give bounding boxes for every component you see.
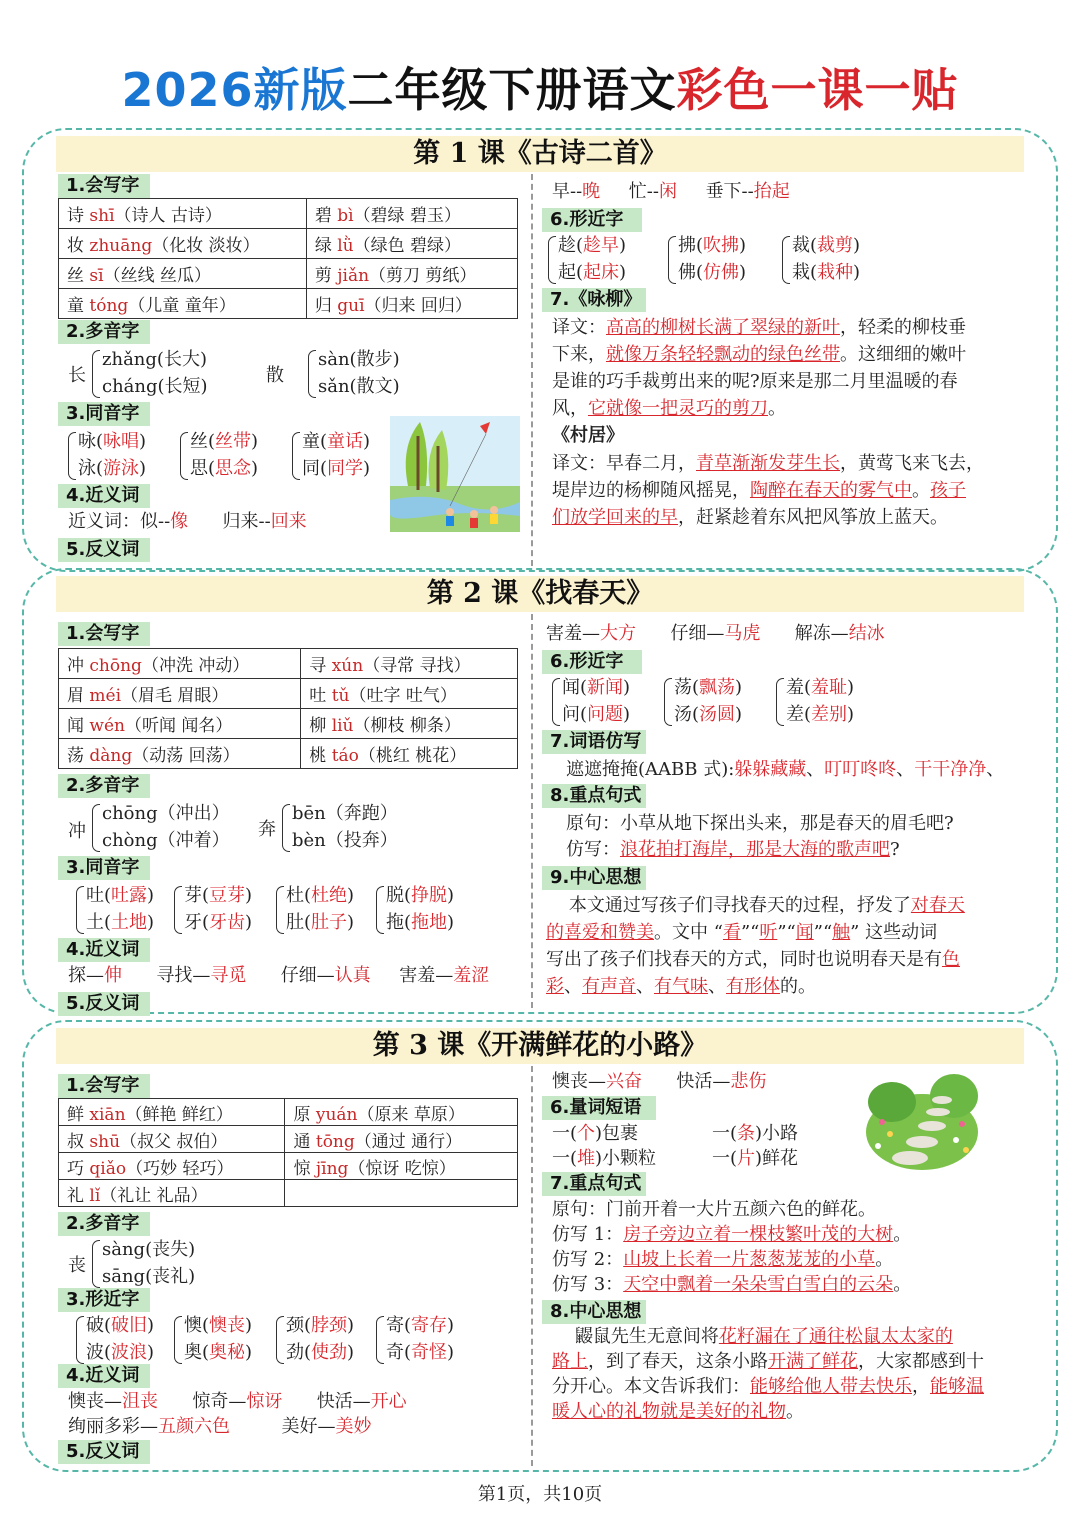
write-chars-table xyxy=(58,198,518,319)
table-row xyxy=(59,1099,518,1126)
table-cell: 吐 tǔ（吐字 吐气） xyxy=(301,679,518,709)
poly-char: 长 xyxy=(68,365,86,386)
page-title xyxy=(0,58,1080,122)
table-cell: 柳 liǔ（柳枝 柳条） xyxy=(301,709,518,739)
table-row xyxy=(59,1153,518,1180)
similar-group: 荡(飘荡) 汤(汤圆) xyxy=(664,674,742,730)
antonym-row: 害羞—大方 仔细—马虎 解冻—结冰 xyxy=(546,623,885,644)
similar-group: 闻(新闻) 问(问题) xyxy=(552,674,630,730)
section-polyphones: 2.多音字 xyxy=(58,774,150,798)
table-cell: 丝 sī（丝线 丝瓜） xyxy=(59,259,307,289)
table-row xyxy=(59,229,518,259)
lesson-1-title: 第 1 课《古诗二首》 xyxy=(56,136,1024,172)
section-similar-chars: 6.形近字 xyxy=(542,650,642,674)
table-row xyxy=(59,199,518,229)
section-homophones: 3.同音字 xyxy=(58,856,150,880)
poly-group: bēn（奔跑） bèn（投奔） xyxy=(282,800,398,856)
synonym-line: 探—伸 寻找—寻觅 仔细—认真 害羞—羞涩 xyxy=(68,965,490,986)
poly-group: sàng(丧失) sāng(丧礼) xyxy=(92,1236,195,1292)
homo-group: 吐(吐露) 土(土地) xyxy=(76,882,154,938)
write-chars-table xyxy=(58,648,518,769)
word-imitation-line: 遮遮掩掩(AABB 式):躲躲藏藏、叮叮咚咚、干干净净、 xyxy=(566,759,1005,780)
similar-group: 羞(羞耻) 差(差别) xyxy=(776,674,854,730)
table-row xyxy=(59,709,518,739)
table-cell: 妆 zhuāng（化妆 淡妆） xyxy=(59,229,307,259)
table-row xyxy=(59,739,518,769)
imitated-sentence-3: 仿写 3：天空中飘着一朵朵雪白雪白的云朵。 xyxy=(552,1274,912,1295)
section-antonyms: 5.反义词 xyxy=(58,538,150,562)
section-similar-chars: 3.形近字 xyxy=(58,1288,150,1312)
similar-group: 趁(趁早) 起(起床) xyxy=(548,232,626,288)
table-cell: 荡 dàng（动荡 回荡） xyxy=(59,739,301,769)
table-cell: 巧 qiǎo（巧妙 轻巧） xyxy=(59,1153,285,1180)
central-idea-text: 鼹鼠先生无意间将花籽漏在了通往松鼠太太家的 路上，到了春天，这条小路开满了鲜花，大家都感到十 分开心。本文告诉我们：能够给他人带去快乐，能够温 暖人心的礼物就是美好的礼物。 xyxy=(552,1326,984,1422)
table-cell: 通 tōng（通过 通行） xyxy=(285,1126,518,1153)
table-cell: 惊 jīng（惊讶 吃惊） xyxy=(285,1153,518,1180)
synonym-line: 绚丽多彩—五颜六色 美好—美妙 xyxy=(68,1416,372,1437)
title-part3: 彩色一课一贴 xyxy=(676,63,959,117)
similar-group: 寄(寄存) 奇(奇怪) xyxy=(376,1312,454,1368)
write-chars-table xyxy=(58,1098,518,1207)
lesson-2-title: 第 2 课《找春天》 xyxy=(56,576,1024,612)
poly-char: 丧 xyxy=(68,1255,86,1276)
table-cell: 绿 lǜ（绿色 碧绿） xyxy=(306,229,517,259)
section-antonyms: 5.反义词 xyxy=(58,992,150,1016)
poem2-title: 《村居》 xyxy=(552,425,624,446)
measure-phrase: 一(堆)小颗粒 xyxy=(552,1148,657,1169)
column-divider xyxy=(531,1066,533,1466)
imitated-sentence-2: 仿写 2：山坡上长着一片葱葱茏茏的小草。 xyxy=(552,1249,894,1270)
central-idea-text: 本文通过写孩子们寻找春天的过程，抒发了对春天 的喜爱和赞美。文中 “看”“听”“闻”“触” 这些动词 写出了孩子们找春天的方式，同时也说明春天是有色 彩、有声音、有气味、有形体的。 xyxy=(546,895,965,997)
title-part1: 2026新版 xyxy=(121,63,348,117)
measure-phrase: 一(条)小路 xyxy=(712,1123,799,1144)
table-cell: 归 guī（归来 回归） xyxy=(306,289,517,319)
lesson-3-title: 第 3 课《开满鲜花的小路》 xyxy=(56,1028,1024,1064)
similar-group: 拂(吹拂) 佛(仿佛) xyxy=(668,232,746,288)
imitated-sentence-1: 仿写 1：房子旁边立着一棵枝繁叶茂的大树。 xyxy=(552,1224,912,1245)
section-antonyms: 5.反义词 xyxy=(58,1440,150,1464)
lesson-3-card xyxy=(22,1020,1058,1472)
section-measure-words: 6.量词短语 xyxy=(542,1096,656,1120)
column-divider xyxy=(531,174,533,566)
table-cell: 剪 jiǎn（剪刀 剪纸） xyxy=(306,259,517,289)
section-synonyms: 4.近义词 xyxy=(58,938,150,962)
section-key-sentence: 8.重点句式 xyxy=(542,784,646,808)
homo-group: 童(童话) 同(同学) xyxy=(292,428,370,484)
poly-group: zhǎng(长大) cháng(长短) xyxy=(92,346,208,402)
homo-group: 脱(挣脱) 拖(拖地) xyxy=(376,882,454,938)
title-part2: 二年级下册语文 xyxy=(347,63,677,117)
table-cell xyxy=(285,1180,518,1207)
table-cell: 碧 bì（碧绿 碧玉） xyxy=(306,199,517,229)
section-polyphones: 2.多音字 xyxy=(58,1212,150,1236)
poly-group: chōng（冲出） chòng（冲着） xyxy=(92,800,230,856)
synonym-line: 近义词：似--像 归来--回来 xyxy=(68,511,307,532)
table-cell: 寻 xún（寻常 寻找） xyxy=(301,649,518,679)
similar-group: 裁(裁剪) 栽(栽种) xyxy=(782,232,860,288)
imitated-sentence: 仿写：浪花拍打海岸，那是大海的歌声吧? xyxy=(566,839,900,860)
section-poem-yongliu: 7.《咏柳》 xyxy=(542,288,646,312)
section-write-chars: 1.会写字 xyxy=(58,1074,150,1098)
homo-group: 丝(丝带) 思(思念) xyxy=(180,428,258,484)
lesson-1-illustration xyxy=(390,416,520,532)
lesson-3-illustration xyxy=(862,1062,982,1174)
table-row xyxy=(59,1180,518,1207)
section-polyphones: 2.多音字 xyxy=(58,320,150,344)
column-divider xyxy=(531,614,533,1008)
poem1-translation: 译文：高高的柳树长满了翠绿的新叶，轻柔的柳枝垂 下来，就像万条轻轻飘动的绿色丝带。这细细的嫩叶 是谁的巧手裁剪出来的呢?原来是那二月里温暖的春 风，它就像一把灵巧的剪刀。 xyxy=(552,317,966,419)
section-word-imitation: 7.词语仿写 xyxy=(542,730,646,754)
similar-group: 颈(脖颈) 劲(使劲) xyxy=(276,1312,354,1368)
poly-char: 散 xyxy=(266,365,284,386)
antonym-row: 早--晚 忙--闲 垂下--抬起 xyxy=(552,181,790,202)
section-similar-chars: 6.形近字 xyxy=(542,208,642,232)
table-cell: 童 tóng（儿童 童年） xyxy=(59,289,307,319)
table-row xyxy=(59,649,518,679)
table-row xyxy=(59,1126,518,1153)
section-homophones: 3.同音字 xyxy=(58,402,150,426)
lesson-2-card xyxy=(22,568,1058,1014)
section-central-idea: 8.中心思想 xyxy=(542,1300,646,1324)
section-synonyms: 4.近义词 xyxy=(58,1364,150,1388)
synonym-line: 懊丧—沮丧 惊奇—惊讶 快活—开心 xyxy=(68,1391,407,1412)
table-row xyxy=(59,289,518,319)
poly-char: 奔 xyxy=(258,819,276,840)
table-cell: 桃 táo（桃红 桃花） xyxy=(301,739,518,769)
lesson-1-card xyxy=(22,128,1058,572)
poly-char: 冲 xyxy=(68,821,86,842)
table-cell: 原 yuán（原来 草原） xyxy=(285,1099,518,1126)
table-cell: 叔 shū（叔父 叔伯） xyxy=(59,1126,285,1153)
table-row xyxy=(59,259,518,289)
page-footer: 第1页，共10页 xyxy=(477,1484,603,1505)
section-write-chars: 1.会写字 xyxy=(58,174,150,198)
table-cell: 冲 chōng（冲洗 冲动） xyxy=(59,649,301,679)
measure-phrase: 一(个)包裹 xyxy=(552,1123,639,1144)
homo-group: 芽(豆芽) 牙(牙齿) xyxy=(174,882,252,938)
measure-phrase: 一(片)鲜花 xyxy=(712,1148,799,1169)
section-write-chars: 1.会写字 xyxy=(58,622,150,646)
table-cell: 鲜 xiān（鲜艳 鲜红） xyxy=(59,1099,285,1126)
section-synonyms: 4.近义词 xyxy=(58,484,150,508)
original-sentence: 原句：小草从地下探出头来，那是春天的眉毛吧? xyxy=(566,813,954,834)
table-cell: 礼 lǐ（礼让 礼品） xyxy=(59,1180,285,1207)
table-cell: 诗 shī（诗人 古诗） xyxy=(59,199,307,229)
homo-group: 咏(咏唱) 泳(游泳) xyxy=(68,428,146,484)
table-cell: 闻 wén（听闻 闻名） xyxy=(59,709,301,739)
table-row xyxy=(59,679,518,709)
homo-group: 杜(杜绝) 肚(肚子) xyxy=(276,882,354,938)
similar-group: 懊(懊丧) 奥(奥秘) xyxy=(174,1312,252,1368)
section-key-sentence: 7.重点句式 xyxy=(542,1172,646,1196)
section-central-idea: 9.中心思想 xyxy=(542,866,646,890)
original-sentence: 原句：门前开着一大片五颜六色的鲜花。 xyxy=(552,1199,876,1220)
similar-group: 破(破旧) 波(波浪) xyxy=(76,1312,154,1368)
poem2-translation: 译文：早春二月，青草渐渐发芽生长，黄莺飞来飞去， 堤岸边的杨柳随风摇晃，陶醉在春天的雾气中。孩子 们放学回来的早，赶紧趁着东风把风筝放上蓝天。 xyxy=(552,453,984,528)
antonym-row: 懊丧—兴奋 快活—悲伤 xyxy=(552,1071,767,1092)
table-cell: 眉 méi（眉毛 眉眼） xyxy=(59,679,301,709)
poly-group: sàn(散步) sǎn(散文) xyxy=(308,346,400,402)
